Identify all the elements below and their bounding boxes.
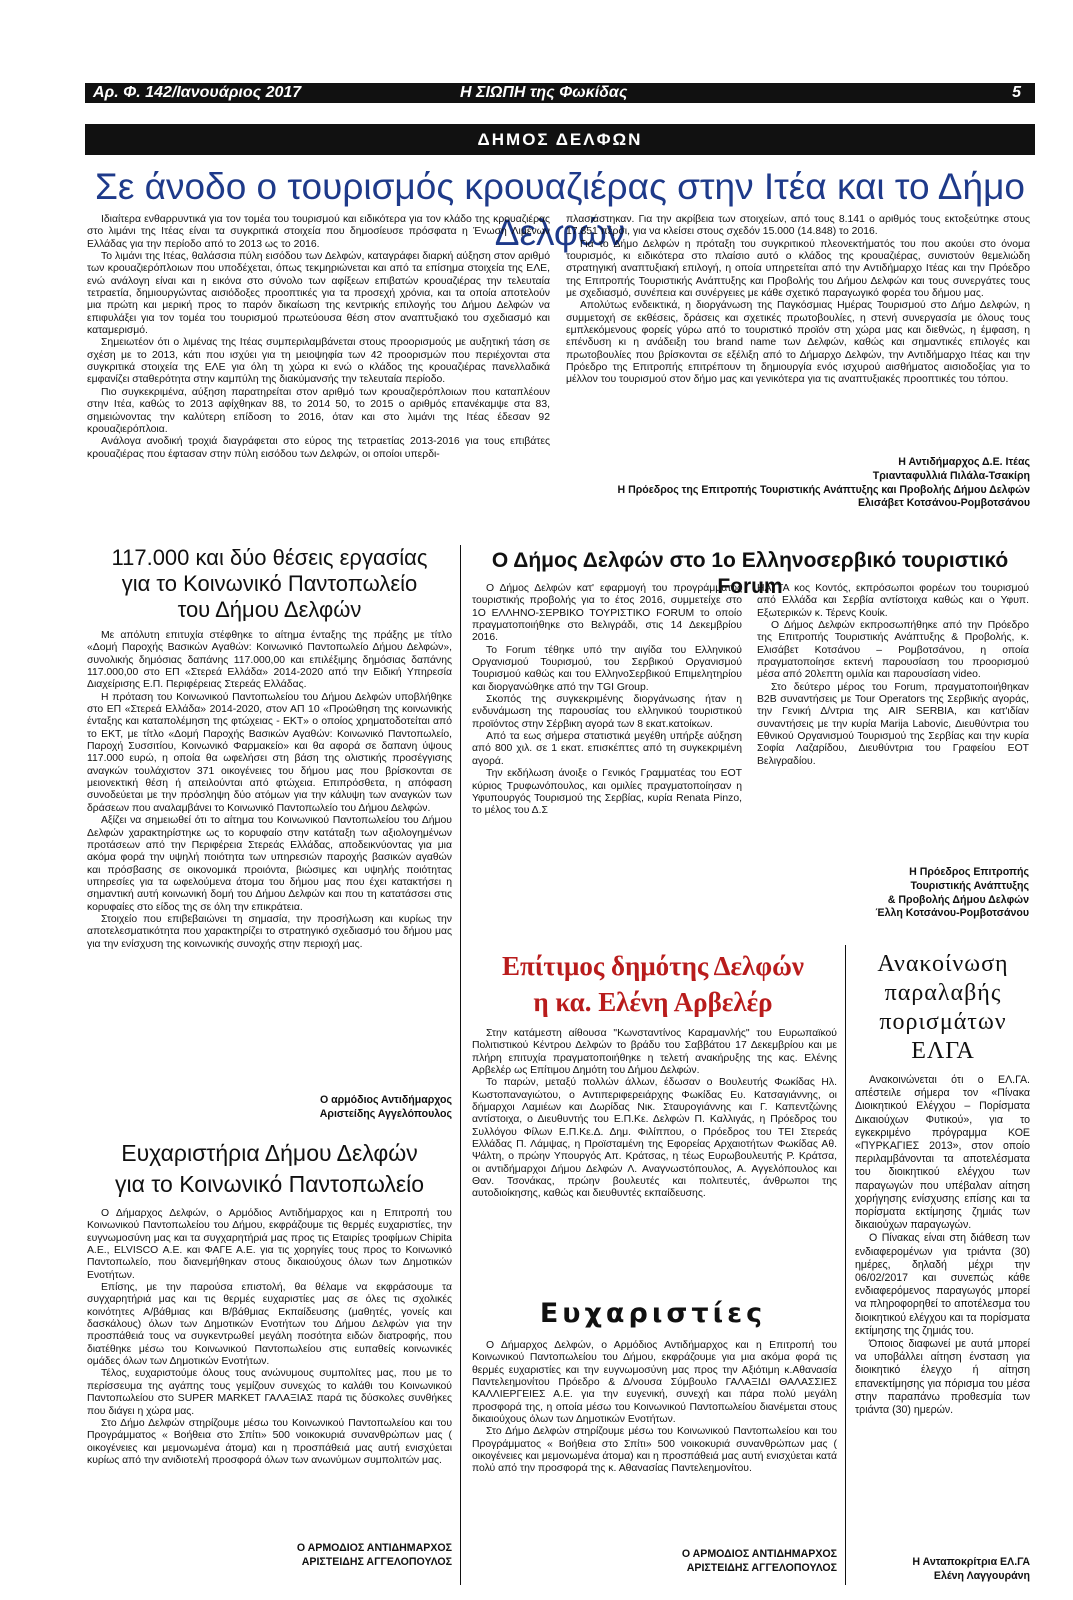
paragraph: Το Forum τέθηκε υπό την αιγίδα του Ελληνικού Οργανισμού Τουρισμού, του Σερβικού Οργανισμού Τουρισμού καθώς και του ΕλληνοΣερβικού Επιμελητηρίου και διοργανώθηκε από την TGI Group. xyxy=(472,644,742,693)
paragraph: Ο Δήμος Δελφών κατ' εφαρμογή του προγράμματος τουριστικής προβολής για το έτος 2016, συμμετείχε στο 1Ο ΕΛΛΗΝΟ-ΣΕΡΒΙΚΟ ΤΟΥΡΙΣΤΙΚΟ FORUM το οποίο πραγματοποιήθηκε στο Βελιγράδι, στις 14 Δεκεμβρίου 2016. xyxy=(472,583,742,644)
paragraph: Απολύτως ενδεικτικά, η διοργάνωση της Παγκόσμιας Ημέρας Τουρισμού στο Δήμο Δελφών, η συμμετοχή σε εκθέσεις, δράσεις και σχετικές πρωτοβουλίες, η στενή συνεργασία με όλους τους εμπλεκόμενους φορείς γύρω από το τουριστικό προϊόν στη χώρα μας και διεθνώς, η έμφαση, η επένδυση κι η ανάδειξη του brand name των Δελφών, καθώς και σημαντικές επιλογές και πρωτοβουλίες που βρίσκονται σε εξέλιξη από το Δήμαρχο Δελφών, την Αντιδήμαρχο Ιτέας και την Πρόεδρο της Επιτροπής επιτρέπουν τη δημιουργία ενός ισχυρού αισθήματος αισιοδοξίας για το μέλλον του τουρισμού στον δήμο μας και γενικότερα για τις αναπτυξιακές προοπτικές του τόπου. xyxy=(566,300,1030,386)
forum-signature xyxy=(757,866,1029,921)
elga-body xyxy=(855,1074,1030,1554)
paragraph: Τέλος, ευχαριστούμε όλους τους ανώνυμους συμπολίτες μας, που με το περίσσευμα της αγάπης τους γεμίζουν συνεχώς το καλάθι του Κοινωνικού Παντοπωλείου στο SUPER MARKET ΓΑΛΑΞΙΑΣ παρά τις δύσκολες συνθήκες που διάγει η χώρα μας. xyxy=(87,1368,452,1417)
paragraph: Σκοπός της συγκεκριμένης διοργάνωσης ήταν η ενδυνάμωση της παρουσίας του ελληνικού τουριστικού προϊόντος στην Σέρβικη αγορά των 8 εκατ.κατοίκων. xyxy=(472,694,742,730)
signature-line: Ο αρμόδιος Αντιδήμαρχος xyxy=(319,1094,452,1106)
thanks-pantopoleio-headline xyxy=(87,1138,452,1200)
paragraph: Από τα εως σήμερα στατιστικά μεγέθη υπήρξε αύξηση από 800 χιλ. σε 1 εκατ. επισκέπτες από τη συγκεκριμένη αγορά. xyxy=(472,731,742,767)
signature-line: Ο ΑΡΜΟΔΙΟΣ ΑΝΤΙΔΗΜΑΡΧΟΣ xyxy=(296,1542,452,1554)
main-article-col2 xyxy=(566,214,1030,454)
main-headline: Σε άνοδο ο τουρισμός κρουαζιέρας στην Ιτέα και το Δήμο Δελφών xyxy=(94,166,1025,253)
headline-line: για το Κοινωνικό Παντοπωλείο xyxy=(121,571,418,596)
headline-line: πορισμάτων xyxy=(879,1009,1007,1035)
paragraph: Με απόλυτη επιτυχία στέφθηκε το αίτημα ένταξης της πράξης με τίτλο «Δομή Παροχής Βασικών Αγαθών: Κοινωνικό Παντοπωλείο Δήμου Δελφών», συνολικής δημόσιας δαπάνης 117.000,00 και επιλέξιμης δημόσιας δαπάνης 117.000,00 στο ΕΠ «Στερεά Ελλάδα» 2014-2020 από την Ειδική Υπηρεσία Διαχείρισης Ε.Π. Περιφέρειας Στερεάς Ελλάδας. xyxy=(87,630,452,691)
paragraph: Ο Δήμος Δελφών εκπροσωπήθηκε από την Πρόεδρο της Επιτροπής Τουριστικής Ανάπτυξης & Προβολής, κ. Ελισάβετ Κοτσάνου – Ρομβοτσάνου, η οποία πραγματοποίησε εκτενή παρουσίαση του προορισμού μέσα από 20λεπτη ομιλία και παρουσίαση video. xyxy=(757,620,1029,681)
elga-signature xyxy=(855,1556,1030,1584)
signature-line: Αριστείδης Αγγελόπουλος xyxy=(319,1107,452,1120)
arveler-headline xyxy=(468,948,838,1020)
paragraph: HATTA κος Κοντός, εκπρόσωποι φορέων του τουρισμού από Ελλάδα και Σερβία αντίστοιχα καθώς και ο Υφυπ. Εξωτερικών κ. Τέρενς Κουίκ. xyxy=(757,583,1029,619)
paragraph: Ο Δήμαρχος Δελφών, ο Αρμόδιος Αντιδήμαρχος και η Επιτροπή του Κοινωνικού Παντοπωλείου του Δήμου, εκφράζουμε για μια ακόμα φορά τις θερμές ευχαριστίες και την ευγνωμοσύνη μας προς την Αξιότιμη κ.Αθανασία Παντελεημονίτου Πρόεδρο & Δ/νουσα Σύμβουλο ΓΑΛΑΞΙΔΙ ΘΑΛΑΣΣΙΕΣ ΚΑΛΛΙΕΡΓΕΙΕΣ Α.Ε. για την ευγενική, συνεχή και πάρα πολύ μεγάλη προσφορά της, η οποία μέσω του Κοινωνικού Παντοπωλείου διανέμεται στους δικαιούχους όλων των Δημοτικών Ενοτήτων. xyxy=(472,1340,837,1426)
paragraph: Το παρών, μεταξύ πολλών άλλων, έδωσαν ο Βουλευτής Φωκίδας Ηλ. Κωστοπαναγιώτου, ο Αντιπεριφερειάρχης Φωκίδας Ευ. Κατσαγιάννης, οι δήμαρχοι Λαμιέων και Δωρίδας Νικ. Σταυρογιάννης και Γ. Καπεντζώνης αντίστοιχα, ο Διευθυντής του Ε.Π.Κε. Δελφών Π. Καλλιγάς, η Πρόεδρος του Συλλόγου Φίλων Ε.Π.Κε.Δ. Δημ. Φιλίππου, ο Πρόεδρος του ΤΕΙ Στερεάς Ελλάδας Π. Λάμψας, η Προϊσταμένη της Εφορείας Αρχαιοτήτων Φωκίδας Αθ. Ψάλτη, ο πρώην Υπουργός Απ. Κράτσας, η τέως Ευρωβουλευτής Ρ. Κράτσα, οι αντιδήμαρχοι Δήμου Δελφών Λ. Αναγνωστόπουλος, Α. Αγγελόπουλος και Θαν. Τσονάκας, πρώην βουλευτές και πολιτευτές, άνθρωποι της αυτοδιοίκησης, καθώς και διευθυντές εκπαίδευσης. xyxy=(472,1077,837,1200)
signature-line: Έλλη Κοτσάνου-Ρομβοτσάνου xyxy=(875,907,1029,920)
headline-line: του Δήμου Δελφών xyxy=(177,597,362,622)
signature-line: Τουριστικής Ανάπτυξης xyxy=(910,879,1029,892)
signature-line: Ο ΑΡΜΟΔΙΟΣ ΑΝΤΙΔΗΜΑΡΧΟΣ xyxy=(681,1548,837,1560)
newspaper-name: Η ΣΙΩΠΗ της Φωκίδας xyxy=(460,84,628,101)
paragraph: Το λιμάνι της Ιτέας, θαλάσσια πύλη εισόδου των Δελφών, καταγράφει διαρκή αύξηση στον αριθμό των κρουαζιερόπλοιων που υποδέχεται, όπως τεκμηριώνεται και από τα επίσημα στοιχεία της ΕΛΕ, ενώ ανάλογη είναι και η εικόνα στο σύνολο των αφίξεων επιβατών κρουαζιέρας την τελευταία τετραετία, δημιουργώντας αισιόδοξες προοπτικές για τα προσεχή χρόνια, και τα οποία αποτελούν μια πρώτη και μερική προς το παρόν δικαίωση της κεντρικής επιλογής του Δήμου Δελφών να επιφυλάξει για τον τομέα του τουρισμού πρωτεύουσα θέση στον αναπτυξιακό του σχεδιασμό και καταμερισμό. xyxy=(87,251,550,337)
thanks-headline: Ευχαριστίες xyxy=(539,1298,767,1329)
paragraph: Στο Δήμο Δελφών στηρίζουμε μέσω του Κοινωνικού Παντοπωλείου και του Προγράμματος « Βοήθεια στο Σπίτι» 500 νοικοκυριά συνανθρώπων μας ( οικογένειες και μεμονωμένα άτομα) και η προσπάθειά μας αυτή ενισχύεται κατά πολύ από την προσφορά της κ. Αθανασίας Παντελεημονίτου. xyxy=(472,1426,837,1475)
main-article-signature xyxy=(566,456,1030,511)
paragraph: Ανάλογα ανοδική τροχιά διαγράφεται στο εύρος της τετραετίας 2013-2016 για τους επιβάτες κρουαζιέρας που έφτασαν στην πύλη εισόδου των Δελφών, οι οποίοι υπερδι- xyxy=(87,436,550,460)
signature-line: Η Αντιδήμαρχος Δ.Ε. Ιτέας xyxy=(898,456,1030,468)
paragraph: Ιδιαίτερα ενθαρρυντικά για τον τομέα του τουρισμού και ειδικότερα για τον κλάδο της κρουαζιέρας στο λιμάνι της Ιτέας είναι τα συγκριτικά στοιχεία που δημοσίευσε πρόσφατα η Ένωση Λιμένων Ελλάδας για την περίοδο από το 2013 ως το 2016. xyxy=(87,214,550,250)
headline-line: ΕΛΓΑ xyxy=(911,1038,975,1064)
section-title: ΔΗΜΟΣ ΔΕΛΦΩΝ xyxy=(85,124,1035,155)
paragraph: Στην κατάμεστη αίθουσα "Κωνσταντίνος Καραμανλής" του Ευρωπαϊκού Πολιτιστικού Κέντρου Δελφών το βράδυ του Σαββάτου 17 Δεκεμβρίου και με πλήρη επιτυχία πραγματοποιήθηκε η τελετή ανακήρυξης της κας. Ελένης Αρβελέρ ως Επίτιμου Δημότη του Δήμου Δελφών. xyxy=(472,1028,837,1077)
paragraph: Στοιχείο που επιβεβαιώνει τη σημασία, την προσήλωση και κυρίως την αποτελεσματικότητα που χαρακτηρίζει το στρατηγικό σχεδιασμό του δήμου μας για την ενίσχυση της κοινωνικής συνοχής στην περιοχή μας. xyxy=(87,913,452,950)
pantopoleio-signature xyxy=(87,1094,452,1122)
signature-line: Η Ανταποκρίτρια ΕΛ.ΓΑ xyxy=(912,1556,1030,1568)
signature-line: Ελένη Λαγγουράνη xyxy=(933,1569,1030,1582)
paragraph: Αξίζει να σημειωθεί ότι το αίτημα του Κοινωνικού Παντοπωλείου του Δήμου Δελφών χαρακτηρίστηκε ως το κορυφαίο στην κατάταξη των αξιολογημένων προτάσεων από την Περιφέρεια Στερεάς Ελλάδας, αποδεικνύοντας για μια ακόμα φορά την υψηλή ποιότητα των υπηρεσιών παροχής βασικών αγαθών και πρόσβασης σε οικονομικά προιόντα, βιώσιμες και υψηλής ποιότητας υπηρεσίες για τα ωφελούμενα άτομα του δήμου μας που έχει κατακτήσει η σημαντική αυτή κοινωνική δομή του Δήμου Δελφών και που τη κατατάσσει στις κορυφαίες στο είδος της σε όλη την επικράτεια. xyxy=(87,815,452,913)
main-article-col1 xyxy=(87,214,550,532)
headline-line: Ανακοίνωση xyxy=(877,951,1009,977)
page-header-bar xyxy=(85,83,1035,103)
forum-headline: Ο Δήμος Δελφών στο 1ο Ελληνοσερβικό τουριστικό Forum xyxy=(491,549,1009,598)
column-divider xyxy=(460,545,461,1585)
paragraph: Σημειωτέον ότι ο λιμένας της Ιτέας συμπεριλαμβάνεται στους προορισμούς με αυξητική τάση σε σχέση με το 2013, κάτι που ισχύει για τη μειοψηφία των 42 προορισμών που περιέχονται στα συγκριτικά στοιχεία της ΕΛΕ για όλη τη χώρα κι ενώ ο κλάδος της κρουαζιέρας πανελλαδικά εμφανίζει σταθερότητα στην καμπύλη της διακύμανσής την τελευταία περίοδο. xyxy=(87,337,550,386)
paragraph: Πιο συγκεκριμένα, αύξηση παρατηρείται στον αριθμό των κρουαζιερόπλοιων που καταπλέουν στην Ιτέα, καθώς το 2013 αφίχθηκαν 88, το 2014 50, το 2015 ο αριθμός επανέκαμψε στα 83, σημειώνοντας την καλύτερη επίδοση το 2016, όταν και στο λιμάνι της Ιτέας έδεσαν 92 κρουαζιερόπλοια. xyxy=(87,386,550,435)
signature-line: ΑΡΙΣΤΕΙΔΗΣ ΑΓΓΕΛΟΠΟΥΛΟΣ xyxy=(686,1561,837,1574)
paragraph: Επίσης, με την παρούσα επιστολή, θα θέλαμε να εκφράσουμε τα συγχαρητήριά μας και τις θερμές ευχαριστίες μας σε όλες τις σχολικές κοινότητες Α/βάθμιας και Β/βάθμιας Εκπαίδευσης (μαθητές, γονείς και δασκάλους) όλων των Δημοτικών Ενοτήτων του Δήμου Δελφών για την προσπάθειά τους να συγκεντρωθεί μεγάλη ποσότητα ειδών διατροφής, που διατέθηκε μέσω του Κοινωνικού Παντοπωλείου στις ευπαθείς κοινωνικές ομάδες όλων των Δημοτικών Ενοτήτων. xyxy=(87,1282,452,1368)
paragraph: Ο Πίνακας είναι στη διάθεση των ενδιαφερομένων για τριάντα (30) ημέρες, δηλαδή μέχρι την 06/02/2017 και συνεπώς κάθε ενδιαφερόμενος παραγωγός μπορεί να πληροφορηθεί το αποτέλεσμα του διοικητικού ελέγχου και τα πορίσματα εκτίμησης της ζημιάς του. xyxy=(855,1232,1030,1337)
thanks-signature xyxy=(472,1548,837,1576)
headline-line: παραλαβής xyxy=(884,980,1002,1006)
signature-line: Η Πρόεδρος Επιτροπής xyxy=(909,866,1029,878)
page-number: 5 xyxy=(1012,84,1021,101)
paragraph: Όποιος διαφωνεί με αυτά μπορεί να υποβάλλει αίτηση ένσταση για διοικητικό έλεγχο ή αίτηση επανεκτίμησης για πόρισμα του μέσα στην παραπάνω προθεσμία των τριάντα (30) ημερών. xyxy=(855,1338,1030,1417)
thanks-pantopoleio-body xyxy=(87,1208,452,1533)
paragraph: Στο δεύτερο μέρος του Forum, πραγματοποιήθηκαν B2B συναντήσεις με Tour Operators της Σερβικής αγοράς, την Γενική Δ/ντρια της AIR SERBIA, και κατ'ιδίαν συναντήσεις με την κυρία Marija Labovic, Διευθύντρια του Εθνικού Οργανισμού Τουρισμού της Σερβίας και την κυρία Σοφία Λαζαρίδου, Διευθύντρια του Γραφείου ΕΟΤ Βελιγραδίου. xyxy=(757,681,1029,767)
paragraph: Ανακοινώνεται ότι ο ΕΛ.ΓΑ. απέστειλε σήμερα τον «Πίνακα Διοικητικού Ελέγχου – Πορίσματα Δικαιούχων Φυτικού», για το εγκεκριμένο πρόγραμμα ΚΟΕ «ΠΥΡΚΑΓΙΕΣ 2013», στον οποίο περιλαμβάνονται τα αποτελέσματα του διοικητικού ελέγχου των παραγωγών που υπέβαλαν αίτηση χορήγησης ενίσχυσης επίσης και τα πορίσματα εκτίμησης ζημιάς των δικαιούχων παραγωγών. xyxy=(855,1074,1030,1232)
signature-line: ΑΡΙΣΤΕΙΔΗΣ ΑΓΓΕΛΟΠΟΥΛΟΣ xyxy=(301,1555,452,1568)
headline-line: Ευχαριστήρια Δήμου Δελφών xyxy=(121,1140,418,1166)
pantopoleio-body xyxy=(87,630,452,1090)
elga-headline xyxy=(853,950,1033,1066)
paragraph: Η πρόταση του Κοινωνικού Παντοπωλείου του Δήμου Δελφών υποβλήθηκε στο ΕΠ «Στερεά Ελλάδα» 2014-2020, στον ΑΠ 10 «Προώθηση της κοινωνικής ένταξης και καταπολέμηση της φτώχειας - ΕΚΤ» ο οποίος χρηματοδοτείται από το ΕΚΤ, με τίτλο «Δομή Παροχής Βασικών Αγαθών: Κοινωνικό Παντοπωλείο, Παροχή Συσσιτίου, Κοινωνικό Φαρμακείο» και θα αφορά σε δαπανη ύψους 117.000 ευρώ, η οποία θα ωφελήσει στη βάση της ολιστικής προσέγγισης αναγκών τουλάχιστον 371 οικογένειες του δήμου μας που βρίσκονται σε μειονεκτική θέση ή απειλούνται από φτώχεια. Επιπρόσθετα, η απόφαση συνοδεύεται με την πρόσληψη δύο ατόμων για την κάλυψη των αναγκών των δράσεων που αναλαμβάνει το Κοινωνικό Παντοπωλείο του Δήμου Δελφών. xyxy=(87,691,452,814)
arveler-body xyxy=(472,1028,837,1288)
forum-col1 xyxy=(472,583,742,935)
headline-line: η κα. Ελένη Αρβελέρ xyxy=(533,987,773,1017)
headline-line: Επίτιμος δημότης Δελφών xyxy=(502,951,804,981)
paragraph: Στο Δήμο Δελφών στηρίζουμε μέσω του Κοινωνικού Παντοπωλείου και του Προγράμματος « Βοήθεια στο Σπίτι» 500 νοικοκυριά συνανθρώπων μας ( οικογένειες και μεμονωμένα άτομα) και η προσπάθειά μας αυτή ενισχύεται κυρίως από την ανιδιοτελή προσφορά όλων των ανωνύμων συμπολιτών μας. xyxy=(87,1417,452,1466)
thanks-body xyxy=(472,1340,837,1540)
column-divider xyxy=(845,945,846,1585)
paragraph: πλασιάστηκαν. Για την ακρίβεια των στοιχείων, από τους 8.141 ο αριθμός τους εκτοξεύτηκε στους 17.851 πέρσι, για να κλείσει στους σχεδόν 15.000 (14.848) το 2016. xyxy=(566,214,1030,238)
paragraph: Την εκδήλωση άνοιξε ο Γενικός Γραμματέας του ΕΟΤ κύριος Τρυφωνόπουλος, και ομιλίες πραγματοποίησαν η Υφυπουργός Τουρισμού της Σερβίας, κυρία Renata Pinzo, το μέλος του Δ.Σ xyxy=(472,768,742,817)
paragraph: Για το Δήμο Δελφών η πρόταξη του συγκριτικού πλεονεκτήματός του που ακούει στο όνομα τουρισμός, κι ειδικότερα στο πλαίσιο αυτό ο κλάδος της κρουαζιέρας, συνιστούν θεμελιώδη στρατηγική αναπτυξιακή επιλογή, η οποία υπηρετείται από την Αντιδήμαρχο Ιτέας και την Πρόεδρο της Επιτροπής Τουριστικής Ανάπτυξης και Προβολής του Δήμου Δελφών και τους συνεργάτες τους με σχεδιασμό, συνέπεια και συνέργειες με κάθε σχετικό παραγωγικό φορέα του δήμου μας. xyxy=(566,238,1030,300)
issue-label: Αρ. Φ. 142/Ιανουάριος 2017 xyxy=(93,84,302,101)
signature-line: Η Πρόεδρος της Επιτροπής Τουριστικής Ανάπτυξης και Προβολής Δήμου Δελφών xyxy=(617,483,1030,496)
forum-col2 xyxy=(757,583,1029,863)
signature-line: Ελισάβετ Κοτσάνου-Ρομβοτσάνου xyxy=(857,497,1030,510)
paragraph: Ο Δήμαρχος Δελφών, ο Αρμόδιος Αντιδήμαρχος και η Επιτροπή του Κοινωνικού Παντοπωλείου του Δήμου, εκφράζουμε τις θερμές ευχαριστίες, την ευγνωμοσύνη μας και τα συγχαρητήριά μας προς τις Εταιρίες τροφίμων Chipita Α.Ε., ELVISCO Α.Ε. και ΦΑΓΕ Α.Ε. για τις χορηγίες τους προς το Κοινωνικό Παντοπωλείο, που διανεμήθηκαν στους δικαιούχους όλων των Δημοτικών Ενοτήτων. xyxy=(87,1208,452,1281)
signature-line: & Προβολής Δήμου Δελφών xyxy=(887,893,1029,906)
pantopoleio-headline xyxy=(87,545,452,623)
headline-line: 117.000 και δύο θέσεις εργασίας xyxy=(111,545,428,570)
thanks-pantopoleio-signature xyxy=(87,1542,452,1570)
headline-line: για το Κοινωνικό Παντοπωλείο xyxy=(114,1171,425,1197)
signature-line: Τριανταφυλλιά Πιλάλα-Τσακίρη xyxy=(872,469,1030,482)
